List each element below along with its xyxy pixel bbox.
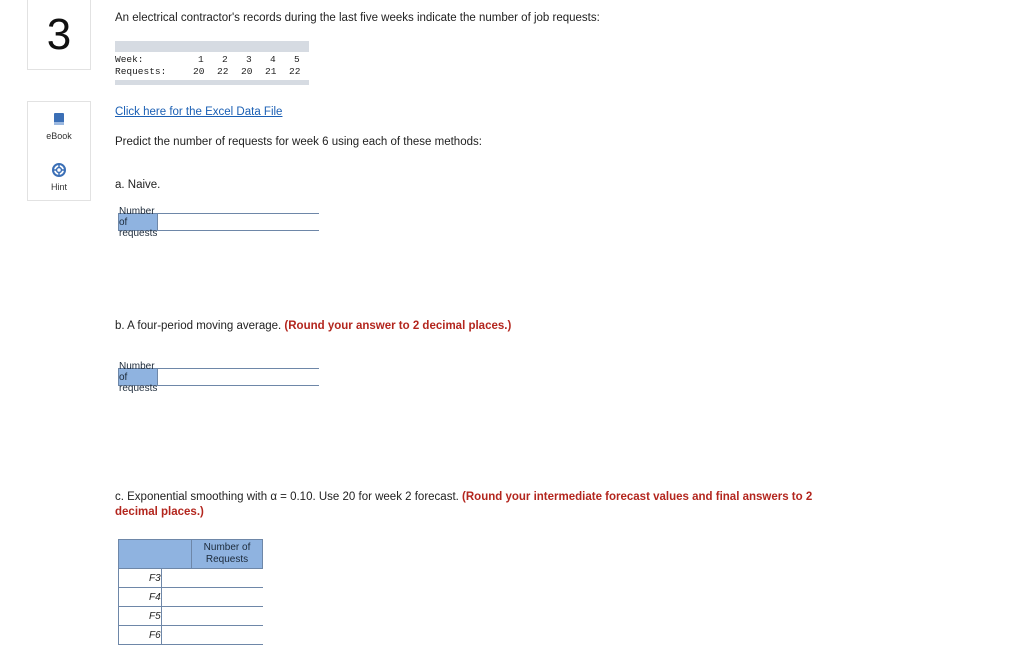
week-cell: 4 (270, 54, 276, 65)
part-c-table (118, 539, 263, 645)
table-row (119, 568, 262, 587)
week-cell: 2 (222, 54, 228, 65)
row-label: F3 (119, 569, 162, 587)
row-label: F5 (119, 607, 162, 625)
f3-input[interactable] (162, 569, 343, 587)
table-band-top (115, 41, 309, 52)
sidebar-tools (27, 101, 91, 201)
part-a-answer-row (118, 205, 319, 239)
week-cell: 1 (198, 54, 204, 65)
part-b-label: b. A four-period moving average. (115, 320, 282, 332)
requests-label: Requests: (115, 66, 167, 77)
part-b-answer-row (118, 360, 319, 394)
requests-cell: 20 (193, 66, 205, 77)
lifebuoy-icon (28, 163, 90, 179)
table-row (119, 587, 262, 606)
table-band-bottom (115, 80, 309, 85)
f5-input[interactable] (162, 607, 343, 625)
row-label: F6 (119, 626, 162, 644)
table-row (119, 606, 262, 625)
part-c-label: c. Exponential smoothing with α = 0.10. Use 20 for week 2 forecast. (115, 491, 459, 503)
hint-label: Hint (50, 182, 67, 192)
part-b-rounding-note: (Round your answer to 2 decimal places.) (284, 320, 512, 332)
question-intro: An electrical contractor's records during the last five weeks indicate the number of job requests: (115, 12, 600, 24)
week-label: Week: (115, 54, 144, 65)
week-cell: 5 (294, 54, 300, 65)
ebook-button[interactable] (28, 112, 90, 141)
column-header: Number of Requests (192, 540, 262, 568)
hint-button[interactable] (28, 163, 90, 192)
part-c-rounding-note-cont: decimal places.) (115, 506, 204, 518)
part-a-label: a. Naive. (115, 179, 161, 191)
f6-input[interactable] (162, 626, 343, 644)
predict-instruction: Predict the number of requests for week 6 using each of these methods: (115, 136, 482, 148)
part-b-input[interactable] (158, 369, 339, 385)
table-row (119, 625, 262, 644)
question-number: 3 (27, 0, 91, 70)
part-a-row-label: Number of requests (119, 205, 158, 239)
part-c-prompt (115, 491, 812, 503)
excel-data-link[interactable]: Click here for the Excel Data File (115, 106, 283, 118)
part-a-input[interactable] (158, 214, 339, 230)
part-c-table-header (119, 540, 262, 568)
book-icon (28, 112, 90, 128)
requests-cell: 22 (289, 66, 301, 77)
part-b-row-label: Number of requests (119, 360, 158, 394)
data-table (115, 41, 309, 85)
f4-input[interactable] (162, 588, 343, 606)
ebook-label: eBook (46, 131, 72, 141)
requests-cell: 20 (241, 66, 253, 77)
requests-cell: 22 (217, 66, 229, 77)
requests-cell: 21 (265, 66, 277, 77)
part-c-rounding-note: (Round your intermediate forecast values and final answers to 2 (462, 491, 813, 503)
week-cell: 3 (246, 54, 252, 65)
row-label: F4 (119, 588, 162, 606)
part-b-prompt (115, 320, 511, 332)
header-blank-cell (119, 540, 192, 568)
